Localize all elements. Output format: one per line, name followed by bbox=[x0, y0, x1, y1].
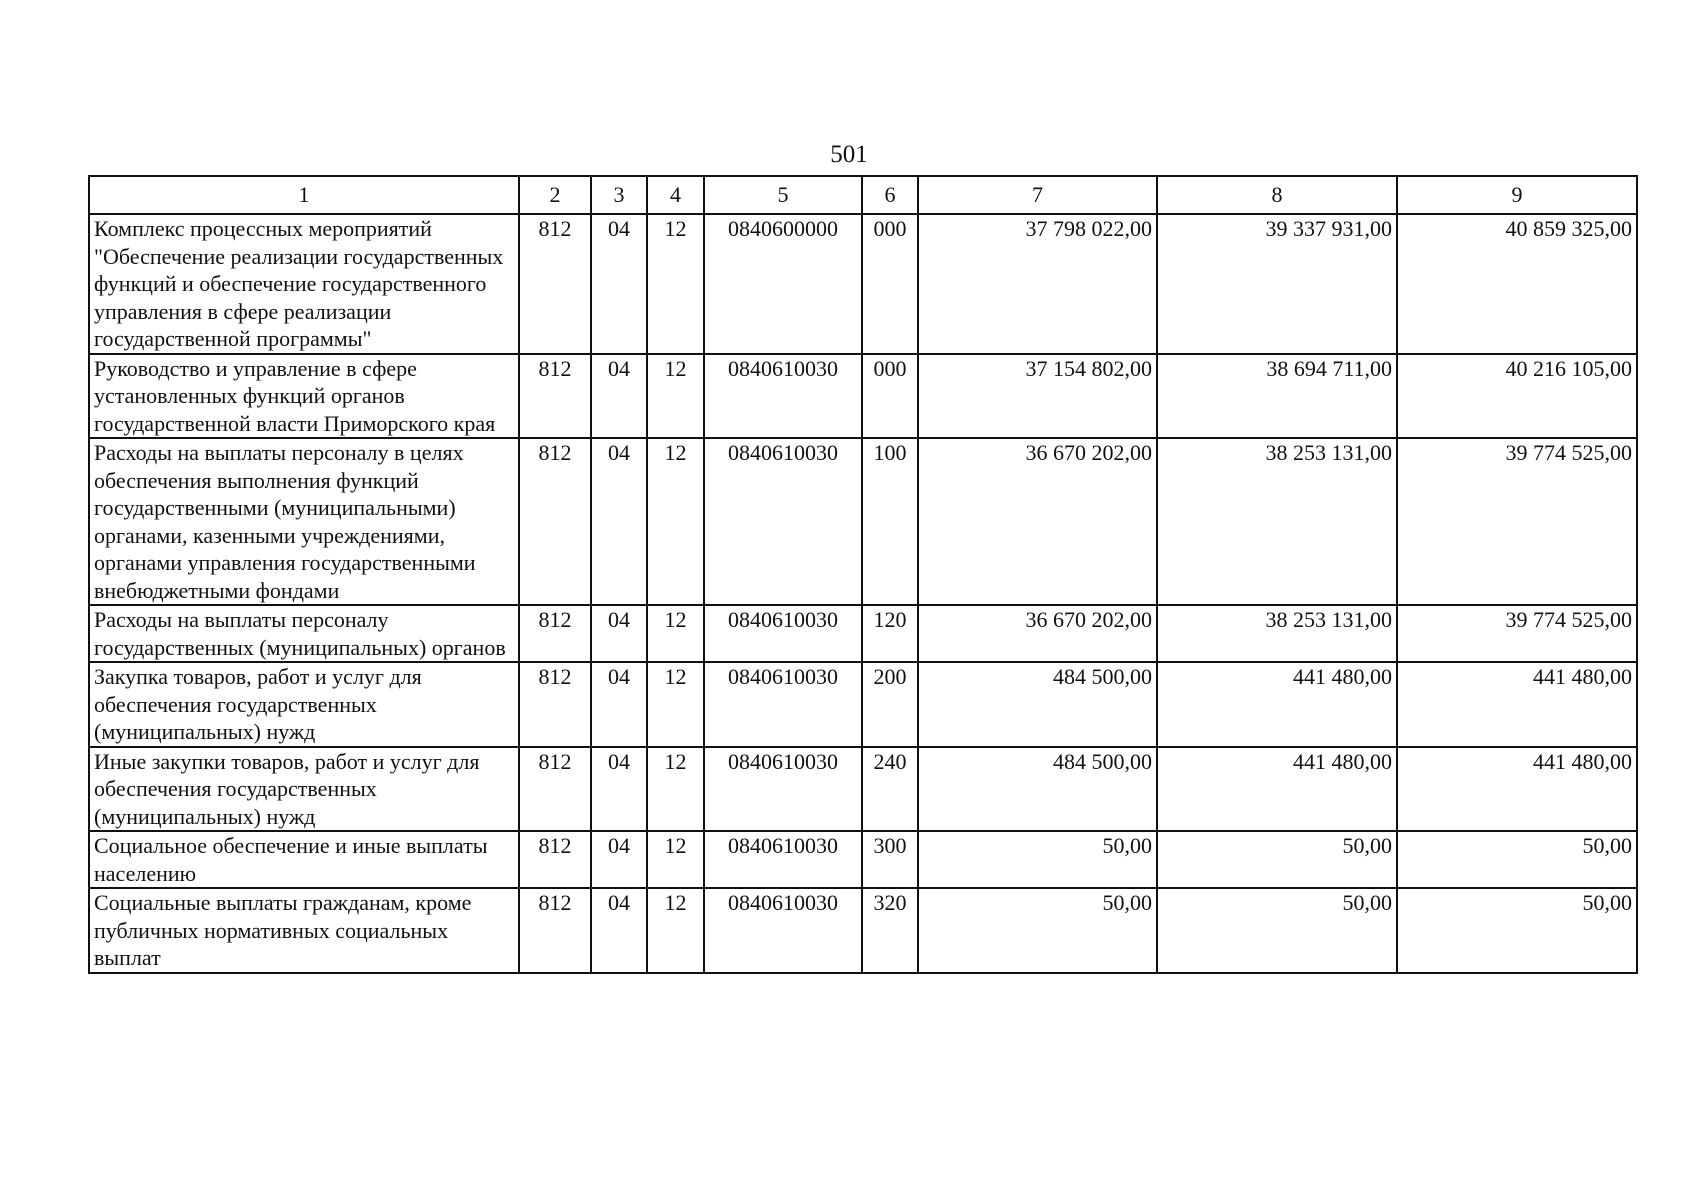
amount-col9-cell: 39 774 525,00 bbox=[1397, 605, 1637, 662]
expense-name-cell: Расходы на выплаты персоналу в целях обеспечения выполнения функций государственными (муниципальными) органами, казенными учреждениями, органами управления государственными внебюджетными фондами bbox=[89, 438, 519, 605]
ministry-code-cell: 812 bbox=[519, 438, 591, 605]
ministry-code-cell: 812 bbox=[519, 214, 591, 354]
amount-col8-cell: 441 480,00 bbox=[1157, 747, 1397, 832]
page-number: 501 bbox=[830, 141, 868, 168]
column-header: 3 bbox=[591, 176, 647, 214]
amount-col8-cell: 38 694 711,00 bbox=[1157, 354, 1397, 439]
amount-col9-cell: 441 480,00 bbox=[1397, 747, 1637, 832]
amount-col8-cell: 39 337 931,00 bbox=[1157, 214, 1397, 354]
amount-col7-cell: 484 500,00 bbox=[918, 662, 1157, 747]
amount-col9-cell: 39 774 525,00 bbox=[1397, 438, 1637, 605]
section-code-cell: 04 bbox=[591, 747, 647, 832]
expense-name-cell: Социальное обеспечение и иные выплаты населению bbox=[89, 831, 519, 888]
table-row bbox=[89, 747, 1637, 832]
section-code-cell: 04 bbox=[591, 888, 647, 973]
amount-col8-cell: 50,00 bbox=[1157, 888, 1397, 973]
target-article-cell: 0840600000 bbox=[704, 214, 862, 354]
ministry-code-cell: 812 bbox=[519, 888, 591, 973]
ministry-code-cell: 812 bbox=[519, 747, 591, 832]
table-row bbox=[89, 605, 1637, 662]
expense-type-cell: 000 bbox=[862, 214, 918, 354]
subsection-code-cell: 12 bbox=[647, 214, 704, 354]
target-article-cell: 0840610030 bbox=[704, 662, 862, 747]
amount-col7-cell: 50,00 bbox=[918, 831, 1157, 888]
amount-col7-cell: 37 798 022,00 bbox=[918, 214, 1157, 354]
target-article-cell: 0840610030 bbox=[704, 438, 862, 605]
expense-name-cell: Социальные выплаты гражданам, кроме публичных нормативных социальных выплат bbox=[89, 888, 519, 973]
ministry-code-cell: 812 bbox=[519, 354, 591, 439]
column-header: 8 bbox=[1157, 176, 1397, 214]
table-row bbox=[89, 438, 1637, 605]
subsection-code-cell: 12 bbox=[647, 354, 704, 439]
amount-col7-cell: 37 154 802,00 bbox=[918, 354, 1157, 439]
subsection-code-cell: 12 bbox=[647, 438, 704, 605]
amount-col9-cell: 40 216 105,00 bbox=[1397, 354, 1637, 439]
subsection-code-cell: 12 bbox=[647, 747, 704, 832]
column-header: 4 bbox=[647, 176, 704, 214]
amount-col7-cell: 50,00 bbox=[918, 888, 1157, 973]
amount-col8-cell: 441 480,00 bbox=[1157, 662, 1397, 747]
table-row bbox=[89, 888, 1637, 973]
amount-col8-cell: 38 253 131,00 bbox=[1157, 605, 1397, 662]
expense-name-cell: Иные закупки товаров, работ и услуг для обеспечения государственных (муниципальных) нужд bbox=[89, 747, 519, 832]
ministry-code-cell: 812 bbox=[519, 662, 591, 747]
table-row bbox=[89, 831, 1637, 888]
amount-col9-cell: 40 859 325,00 bbox=[1397, 214, 1637, 354]
section-code-cell: 04 bbox=[591, 438, 647, 605]
section-code-cell: 04 bbox=[591, 214, 647, 354]
amount-col9-cell: 50,00 bbox=[1397, 888, 1637, 973]
target-article-cell: 0840610030 bbox=[704, 747, 862, 832]
column-header: 1 bbox=[89, 176, 519, 214]
expense-name-cell: Закупка товаров, работ и услуг для обеспечения государственных (муниципальных) нужд bbox=[89, 662, 519, 747]
ministry-code-cell: 812 bbox=[519, 605, 591, 662]
column-header: 7 bbox=[918, 176, 1157, 214]
column-header: 5 bbox=[704, 176, 862, 214]
table-row bbox=[89, 354, 1637, 439]
subsection-code-cell: 12 bbox=[647, 888, 704, 973]
amount-col7-cell: 36 670 202,00 bbox=[918, 605, 1157, 662]
amount-col8-cell: 50,00 bbox=[1157, 831, 1397, 888]
expense-type-cell: 000 bbox=[862, 354, 918, 439]
table-row bbox=[89, 214, 1637, 354]
target-article-cell: 0840610030 bbox=[704, 605, 862, 662]
expense-name-cell: Комплекс процессных мероприятий "Обеспечение реализации государственных функций и обеспечение государственного управления в сфере реализации государственной программы" bbox=[89, 214, 519, 354]
amount-col7-cell: 484 500,00 bbox=[918, 747, 1157, 832]
expense-type-cell: 300 bbox=[862, 831, 918, 888]
table-header-row bbox=[89, 176, 1637, 214]
subsection-code-cell: 12 bbox=[647, 831, 704, 888]
column-header: 6 bbox=[862, 176, 918, 214]
expense-type-cell: 200 bbox=[862, 662, 918, 747]
amount-col9-cell: 441 480,00 bbox=[1397, 662, 1637, 747]
expense-type-cell: 100 bbox=[862, 438, 918, 605]
budget-table bbox=[88, 175, 1638, 974]
column-header: 2 bbox=[519, 176, 591, 214]
section-code-cell: 04 bbox=[591, 831, 647, 888]
expense-type-cell: 320 bbox=[862, 888, 918, 973]
expense-name-cell: Расходы на выплаты персоналу государственных (муниципальных) органов bbox=[89, 605, 519, 662]
expense-name-cell: Руководство и управление в сфере установленных функций органов государственной власти Приморского края bbox=[89, 354, 519, 439]
ministry-code-cell: 812 bbox=[519, 831, 591, 888]
amount-col8-cell: 38 253 131,00 bbox=[1157, 438, 1397, 605]
section-code-cell: 04 bbox=[591, 354, 647, 439]
section-code-cell: 04 bbox=[591, 662, 647, 747]
section-code-cell: 04 bbox=[591, 605, 647, 662]
target-article-cell: 0840610030 bbox=[704, 831, 862, 888]
amount-col7-cell: 36 670 202,00 bbox=[918, 438, 1157, 605]
column-header: 9 bbox=[1397, 176, 1637, 214]
subsection-code-cell: 12 bbox=[647, 662, 704, 747]
expense-type-cell: 240 bbox=[862, 747, 918, 832]
table-row bbox=[89, 662, 1637, 747]
subsection-code-cell: 12 bbox=[647, 605, 704, 662]
amount-col9-cell: 50,00 bbox=[1397, 831, 1637, 888]
target-article-cell: 0840610030 bbox=[704, 354, 862, 439]
expense-type-cell: 120 bbox=[862, 605, 918, 662]
target-article-cell: 0840610030 bbox=[704, 888, 862, 973]
